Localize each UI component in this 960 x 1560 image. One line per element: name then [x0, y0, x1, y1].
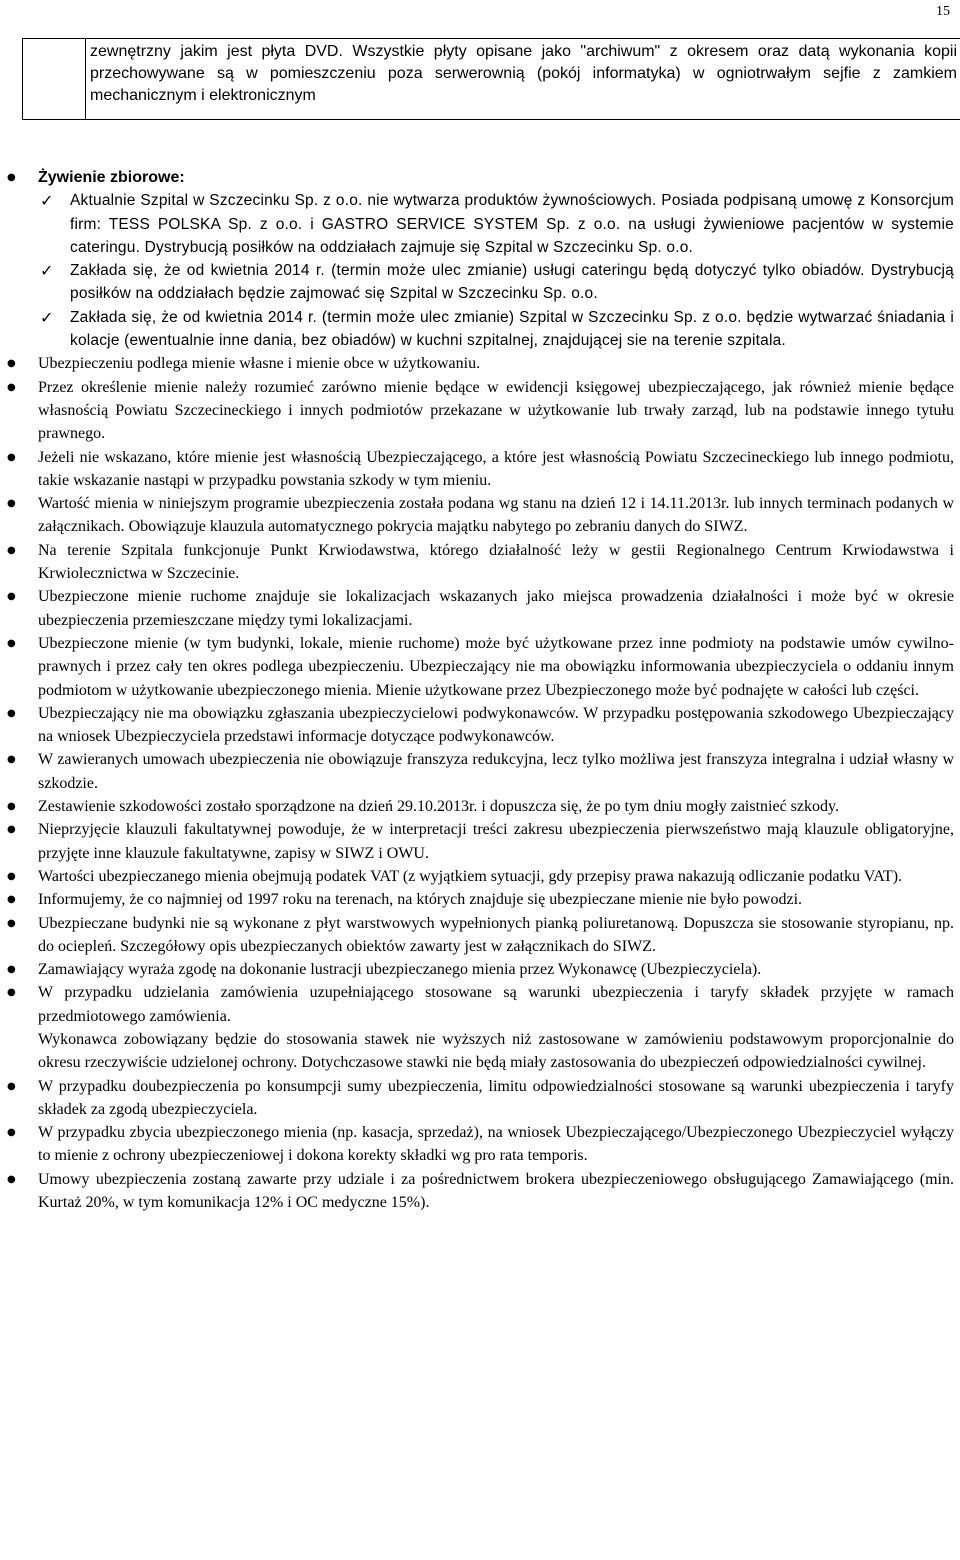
- paragraph-text: Wykonawca zobowiązany będzie do stosowania stawek nie wyższych niż zastosowane w zamówieniu podstawowym proporcjonalnie do okresu rzeczywiście udzielonej ochrony. Dotychczasowe stawki nie będą miały zastosowania do ubezpieczeń odpowiedzialności cywilnej.: [38, 1030, 954, 1072]
- bullet-paragraph: [0, 818, 960, 865]
- bullet-paragraph: [0, 958, 960, 981]
- paragraph-text: W zawieranych umowach ubezpieczenia nie obowiązuje franszyza redukcyjna, lecz tylko możliwa jest franszyza integralna i udział własny w szkodzie.: [38, 751, 954, 792]
- bullet-paragraph: [0, 981, 960, 1028]
- paragraph-text: Na terenie Szpitala funkcjonuje Punkt Krwiodawstwa, którego działalność leży w gestii Regionalnego Centrum Krwiodawstwa i Krwiolecznictwa w Szczecinie.: [38, 541, 954, 583]
- bullet-paragraph: [0, 492, 960, 539]
- checklist-item-text: Zakłada się, że od kwietnia 2014 r. (termin może ulec zmianie) Szpital w Szczecinku Sp. z o.o. będzie wytwarzać śniadania i kolacje (ewentualnie inne dania, bez obiadów) w kuchni szpitalnej, znajdującej sie na terenie szpitala.: [70, 308, 954, 350]
- bullet-paragraph: [0, 912, 960, 959]
- paragraph-text: Ubezpieczający nie ma obowiązku zgłaszania ubezpieczycielowi podwykonawców. W przypadku postępowania szkodowego Ubezpieczający na wniosek Ubezpieczyciela przedstawi informacje dotyczące podwykonawców.: [38, 704, 954, 746]
- checklist-item: [0, 259, 960, 306]
- paragraph-text: W przypadku doubezpieczenia po konsumpcji sumy ubezpieczenia, limitu odpowiedzialności stosowane są warunki ubezpieczenia i taryfy składek za zgodą ubezpieczyciela.: [38, 1077, 954, 1118]
- bullet-paragraph: [0, 702, 960, 749]
- catering-section: [0, 166, 960, 189]
- empty-table-cell: [23, 39, 86, 120]
- bullet-paragraph: [0, 376, 960, 446]
- bullet-paragraph: [0, 1075, 960, 1122]
- document-body: [0, 166, 960, 1214]
- checklist-item-text: Zakłada się, że od kwietnia 2014 r. (termin może ulec zmianie) usługi cateringu będą dotyczyć tylko obiadów. Dystrybucją posiłków na oddziałach będzie zajmować się Szpital w Szczecinku Sp. o.o.: [70, 262, 954, 303]
- bullet-paragraph: [0, 585, 960, 632]
- page-number: 15: [936, 4, 950, 19]
- bullet-paragraph: [0, 1168, 960, 1215]
- paragraph-text: Ubezpieczeniu podlega mienie własne i mienie obce w użytkowaniu.: [38, 355, 481, 373]
- paragraph-text: Informujemy, że co najmniej od 1997 roku na terenach, na których znajduje się ubezpieczane mienie nie było powodzi.: [38, 891, 803, 909]
- paragraph-text: Wartość mienia w niniejszym programie ubezpieczenia została podana wg stanu na dzień 12 i 14.11.2013r. lub innych terminach podanych w załącznikach. Obowiązuje klauzula automatycznego pokrycia majątku nabytego po zebraniu danych do SIWZ.: [38, 495, 954, 536]
- bullet-paragraph: [0, 888, 960, 911]
- paragraph-text: Nieprzyjęcie klauzuli fakultatywnej powoduje, że w interpretacji treści zakresu ubezpieczenia pierwszeństwo mają klauzule obligatoryjne, przyjęte inne klauzule fakultatywne, zapisy w SIWZ i OWU.: [38, 821, 954, 862]
- checkmark-icon: ✓: [40, 261, 54, 281]
- catering-checklist: [0, 189, 960, 352]
- continuation-table: [22, 38, 960, 120]
- paragraph-text: Umowy ubezpieczenia zostaną zawarte przy udziale i za pośrednictwem brokera ubezpieczeniowego obsługującego Zamawiającego (min. Kurtaż 20%, w tym komunikacja 12% i OC medyczne 15%).: [38, 1170, 954, 1212]
- paragraph-text: Zestawienie szkodowości zostało sporządzone na dzień 29.10.2013r. i dopuszcza się, że po tym dniu mogły zaistnieć szkody.: [38, 798, 839, 816]
- bullet-paragraph: [0, 446, 960, 493]
- paragraph-text: Zamawiający wyraża zgodę na dokonanie lustracji ubezpieczanego mienia przez Wykonawcę (Ubezpieczyciela).: [38, 961, 762, 979]
- paragraph-list: [0, 352, 960, 1214]
- paragraph-text: Przez określenie mienie należy rozumieć zarówno mienie będące w ewidencji księgowej ubezpieczającego, jak również mienie będące własnością Powiatu Szczecineckiego i innych podmiotów przekazane w użytkowanie lub trwały zarząd, lub na podstawie innego tytułu prawnego.: [38, 378, 954, 443]
- bullet-paragraph: [0, 795, 960, 818]
- paragraph-text: Ubezpieczone mienie (w tym budynki, lokale, mienie ruchome) może być użytkowane przez inne podmioty na podstawie umów cywilno-prawnych i przez cały ten okres podlega ubezpieczeniu. Ubezpieczający nie ma obowiązku informowania ubezpieczyciela o oddaniu innym podmiotom w użytkowanie ubezpieczonego mienia. Mienie użytkowane przez Ubezpieczonego może być podnajęte w całości lub części.: [38, 634, 954, 699]
- bullet-paragraph: [0, 1121, 960, 1168]
- checklist-item-text: Aktualnie Szpital w Szczecinku Sp. z o.o. nie wytwarza produktów żywnościowych. Posiada podpisaną umowę z Konsorcjum firm: TESS POLSKA Sp. z o.o. i GASTRO SERVICE SYSTEM Sp. z o.o. na usługi żywieniowe pacjentów w systemie cateringu. Dystrybucją posiłków na oddziałach zajmuje się Szpital w Szczecinku Sp. o.o.: [70, 192, 954, 256]
- bullet-paragraph: [0, 748, 960, 795]
- paragraph-text: Jeżeli nie wskazano, które mienie jest własnością Ubezpieczającego, a które jest własnością Powiatu Szczecineckiego lub innego podmiotu, takie wskazanie nastąpi w przypadku powstania szkody w tym mieniu.: [38, 448, 954, 489]
- checklist-item: [0, 306, 960, 353]
- continuation-text: zewnętrzny jakim jest płyta DVD. Wszystkie płyty opisane jako "archiwum" z okresem oraz datą wykonania kopii przechowywane są w pomieszczeniu poza serwerownią (pokój informatyka) w ogniotrwałym sejfie z zamkiem mechanicznym i elektronicznym: [86, 39, 960, 120]
- paragraph-text: W przypadku udzielania zamówienia uzupełniającego stosowane są warunki ubezpieczenia i taryfy składek przyjęte w ramach przedmiotowego zamówienia.: [38, 984, 954, 1025]
- catering-heading: Żywienie zbiorowe:: [38, 169, 185, 186]
- bullet-paragraph: [0, 352, 960, 375]
- paragraph-text: Wartości ubezpieczanego mienia obejmują podatek VAT (z wyjątkiem sytuacji, gdy przepisy prawa nakazują odliczanie podatku VAT).: [38, 867, 903, 885]
- paragraph-text: Ubezpieczone mienie ruchome znajduje sie lokalizacjach wskazanych jako miejsca prowadzenia działalności i może być w okresie ubezpieczenia przemieszczane między tymi lokalizacjami.: [38, 588, 954, 629]
- bullet-paragraph: [0, 539, 960, 586]
- paragraph-text: W przypadku zbycia ubezpieczonego mienia (np. kasacja, sprzedaż), na wniosek Ubezpieczającego/Ubezpieczonego Ubezpieczyciel wyłączy to mienie z ochrony ubezpieczeniowej i dokona korekty składki wg pro rata temporis.: [38, 1124, 954, 1165]
- checkmark-icon: ✓: [40, 307, 54, 327]
- bullet-paragraph: [0, 632, 960, 702]
- paragraph-text: Ubezpieczane budynki nie są wykonane z płyt warstwowych wypełnionych pianką poliuretanową. Dopuszcza sie stosowanie styropianu, np. do ociepleń. Szczegółowy opis ubezpieczanych obiektów zawarty jest w załącznikach do SIWZ.: [38, 914, 954, 955]
- checklist-item: [0, 189, 960, 259]
- paragraph: [0, 1028, 960, 1075]
- checkmark-icon: ✓: [40, 191, 54, 211]
- bullet-paragraph: [0, 865, 960, 888]
